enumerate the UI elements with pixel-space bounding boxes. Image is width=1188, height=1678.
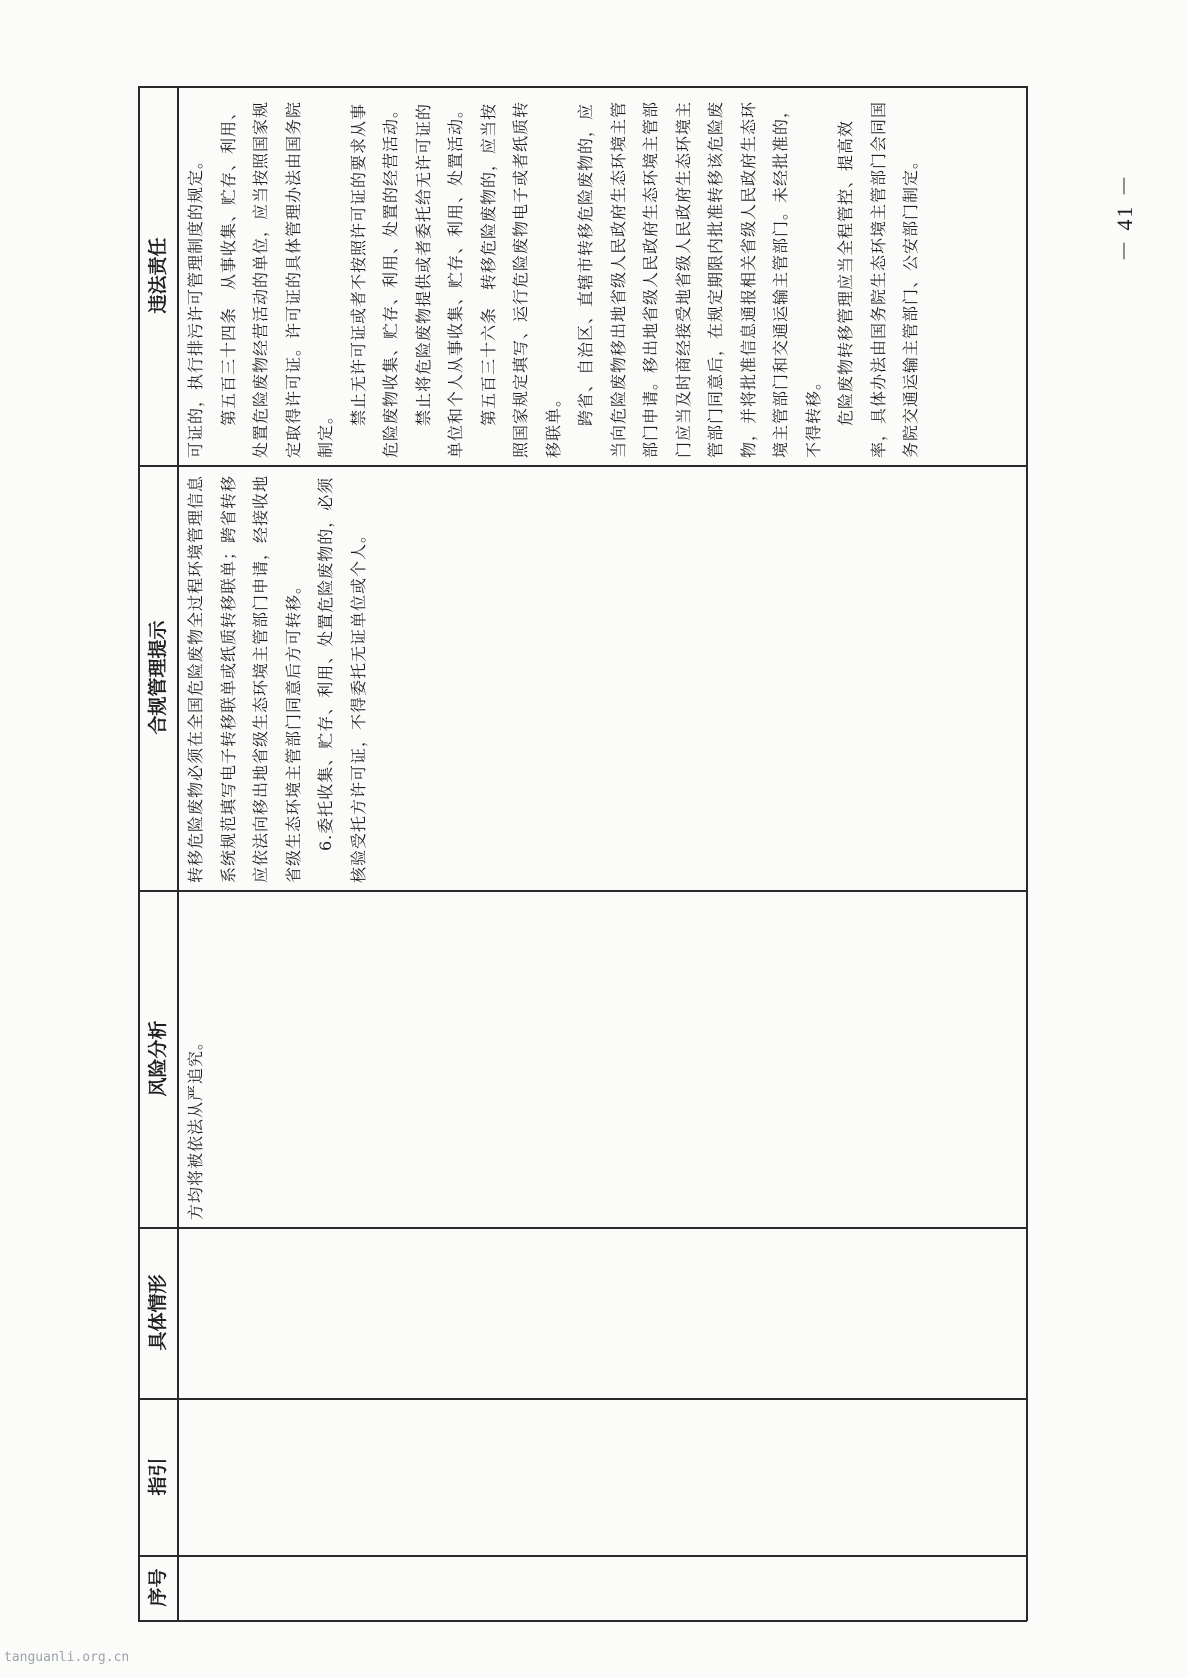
table-line-liability — [138, 465, 1027, 467]
header-seq: 序号 — [147, 1568, 169, 1607]
risk-para-1: 方均将被依法从严追究。 — [186, 1032, 205, 1220]
compliance-para-2: 6.委托收集、贮存、利用、处置危险废物的，必须核验受托方许可证，不得委托无证单位或个人。 — [316, 476, 368, 883]
liability-para-7: 危险废物转移管理应当全程管控、提高效率，具体办法由国务院生态环境主管部门会同国务院交通运输主管部门、公安部门制定。 — [836, 100, 920, 458]
compliance-text — [180, 471, 375, 883]
table-line-risk — [138, 1227, 1027, 1229]
compliance-para-1: 转移危险废物必须在全国危险废物全过程环境管理信息系统规范填写电子转移联单或纸质转移联单；跨省转移应依法向移出地省级生态环境主管部门申请，经接收地省级生态环境主管部门同意后方可转移。 — [186, 474, 303, 883]
header-liability: 违法责任 — [147, 237, 169, 314]
table-line-situation — [138, 1398, 1027, 1400]
liability-para-4: 禁止将危险废物提供或者委托给无许可证的单位和个人从事收集、贮存、利用、处置活动。 — [413, 100, 465, 458]
liability-text — [180, 92, 928, 458]
table-border-right — [138, 86, 1027, 88]
header-situation: 具体情形 — [147, 1274, 169, 1351]
liability-para-6: 跨省、自治区、直辖市转移危险废物的，应当向危险废物移出地省级人民政府生态环境主管部门申请。移出地省级人民政府生态环境主管部门应当及时商经接受地省级人民政府生态环境主管部门同意后，在规定期限内批准转移该危险废物，并将批准信息通报相关省级人民政府生态环境主管部门和交通运输主管部门。未经批准的，不得转移。 — [576, 100, 823, 458]
header-compliance: 合规管理提示 — [147, 620, 169, 735]
watermark-url: tanguanli.org.cn — [4, 1650, 130, 1665]
table-border-bottom — [1026, 86, 1028, 1621]
table-line-compliance — [138, 890, 1027, 892]
table-border-left — [138, 1620, 1027, 1622]
liability-para-1: 可证的，执行排污许可管理制度的规定。 — [186, 151, 205, 458]
risk-text — [180, 896, 213, 1220]
page-number: － 41 － — [1112, 172, 1137, 262]
table-line-guideline — [138, 1555, 1027, 1557]
liability-para-3: 禁止无许可证或者不按照许可证的要求从事危险废物收集、贮存、利用、处置的经营活动。 — [348, 100, 400, 458]
header-guideline: 指引 — [147, 1457, 169, 1496]
table-line-header — [177, 86, 179, 1621]
liability-para-2: 第五百三十四条 从事收集、贮存、利用、处置危险废物经营活动的单位，应当按照国家规定取得许可证。许可证的具体管理办法由国务院制定。 — [218, 100, 335, 458]
header-risk: 风险分析 — [147, 1020, 169, 1097]
liability-para-5: 第五百三十六条 转移危险废物的，应当按照国家规定填写、运行危险废物电子或者纸质转移联单。 — [478, 100, 563, 458]
